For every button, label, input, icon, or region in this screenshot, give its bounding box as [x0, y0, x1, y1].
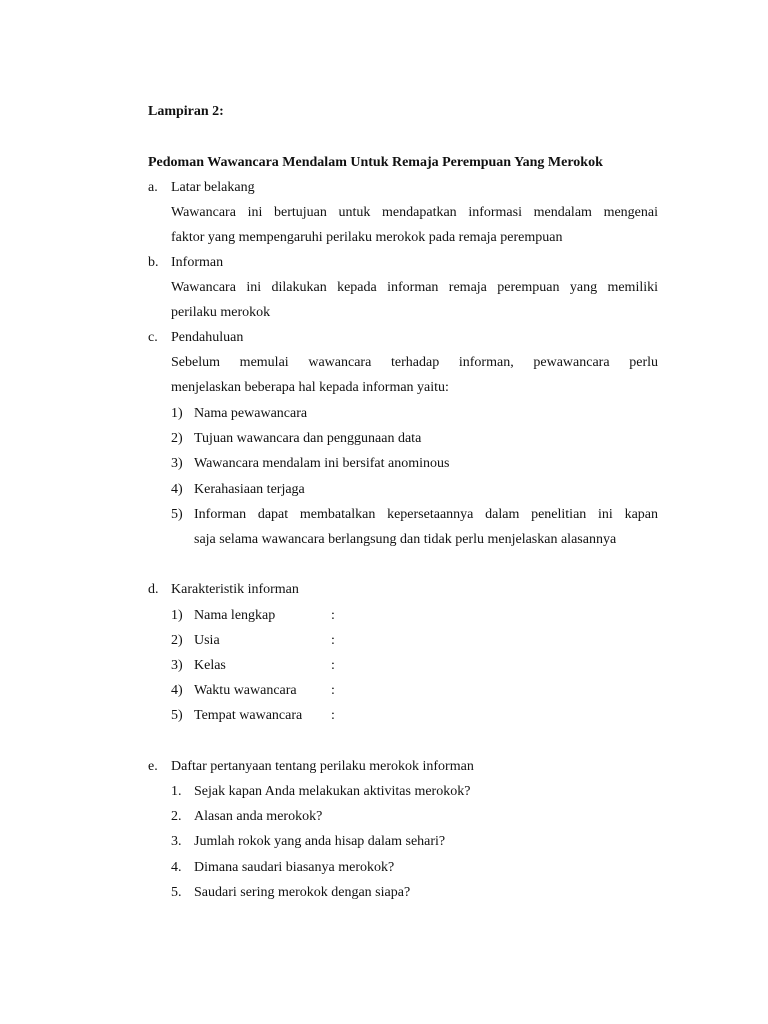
- question-number: 4.: [171, 860, 182, 875]
- section-a-marker: a.: [148, 180, 158, 195]
- list-item-number: 4): [171, 482, 183, 497]
- question-item: Saudari sering merokok dengan siapa?: [194, 885, 411, 900]
- field-colon: :: [331, 608, 335, 623]
- section-e-marker: e.: [148, 759, 158, 774]
- list-item-number: 5): [171, 507, 183, 522]
- page-heading: Lampiran 2:: [148, 104, 224, 119]
- list-item-number: 3): [171, 658, 183, 673]
- list-item-number: 3): [171, 456, 183, 471]
- list-item: Kerahasiaan terjaga: [194, 482, 305, 497]
- section-c-text: menjelaskan beberapa hal kepada informan yaitu:: [171, 380, 449, 395]
- question-number: 5.: [171, 885, 182, 900]
- field-label: Nama lengkap: [194, 608, 276, 623]
- question-item: Jumlah rokok yang anda hisap dalam sehari?: [194, 834, 446, 849]
- list-item-number: 1): [171, 406, 183, 421]
- list-item-number: 1): [171, 608, 183, 623]
- question-item: Dimana saudari biasanya merokok?: [194, 860, 395, 875]
- list-item: Tujuan wawancara dan penggunaan data: [194, 431, 422, 446]
- field-label: Kelas: [194, 658, 226, 673]
- list-item: Wawancara mendalam ini bersifat anominous: [194, 456, 450, 471]
- question-number: 1.: [171, 784, 182, 799]
- list-item-number: 4): [171, 683, 183, 698]
- section-c-title: Pendahuluan: [171, 330, 244, 345]
- field-label: Tempat wawancara: [194, 708, 303, 723]
- section-a-text: faktor yang mempengaruhi perilaku merokok pada remaja perempuan: [171, 230, 563, 245]
- field-label: Waktu wawancara: [194, 683, 297, 698]
- section-a-text: Wawancara ini bertujuan untuk mendapatkan informasi mendalam mengenai: [171, 205, 658, 220]
- list-item-number: 5): [171, 708, 183, 723]
- list-item-continuation: saja selama wawancara berlangsung dan tidak perlu menjelaskan alasannya: [194, 532, 617, 547]
- field-label: Usia: [194, 633, 220, 648]
- section-b-marker: b.: [148, 255, 159, 270]
- section-c-marker: c.: [148, 330, 158, 345]
- section-d-title: Karakteristik informan: [171, 582, 299, 597]
- section-b-title: Informan: [171, 255, 224, 270]
- list-item-number: 2): [171, 431, 183, 446]
- list-item: Informan dapat membatalkan kepersetaannya dalam penelitian ini kapan: [194, 507, 658, 522]
- section-d-marker: d.: [148, 582, 159, 597]
- field-colon: :: [331, 633, 335, 648]
- question-number: 2.: [171, 809, 182, 824]
- section-a-title: Latar belakang: [171, 180, 255, 195]
- section-b-text: Wawancara ini dilakukan kepada informan remaja perempuan yang memiliki: [171, 280, 658, 295]
- question-number: 3.: [171, 834, 182, 849]
- document-title: Pedoman Wawancara Mendalam Untuk Remaja Perempuan Yang Merokok: [148, 155, 603, 170]
- question-item: Sejak kapan Anda melakukan aktivitas merokok?: [194, 784, 471, 799]
- field-colon: :: [331, 683, 335, 698]
- list-item: Nama pewawancara: [194, 406, 308, 421]
- list-item-number: 2): [171, 633, 183, 648]
- field-colon: :: [331, 708, 335, 723]
- section-b-text: perilaku merokok: [171, 305, 271, 320]
- field-colon: :: [331, 658, 335, 673]
- section-e-title: Daftar pertanyaan tentang perilaku merokok informan: [171, 759, 474, 774]
- question-item: Alasan anda merokok?: [194, 809, 323, 824]
- section-c-text: Sebelum memulai wawancara terhadap informan, pewawancara perlu: [171, 355, 658, 370]
